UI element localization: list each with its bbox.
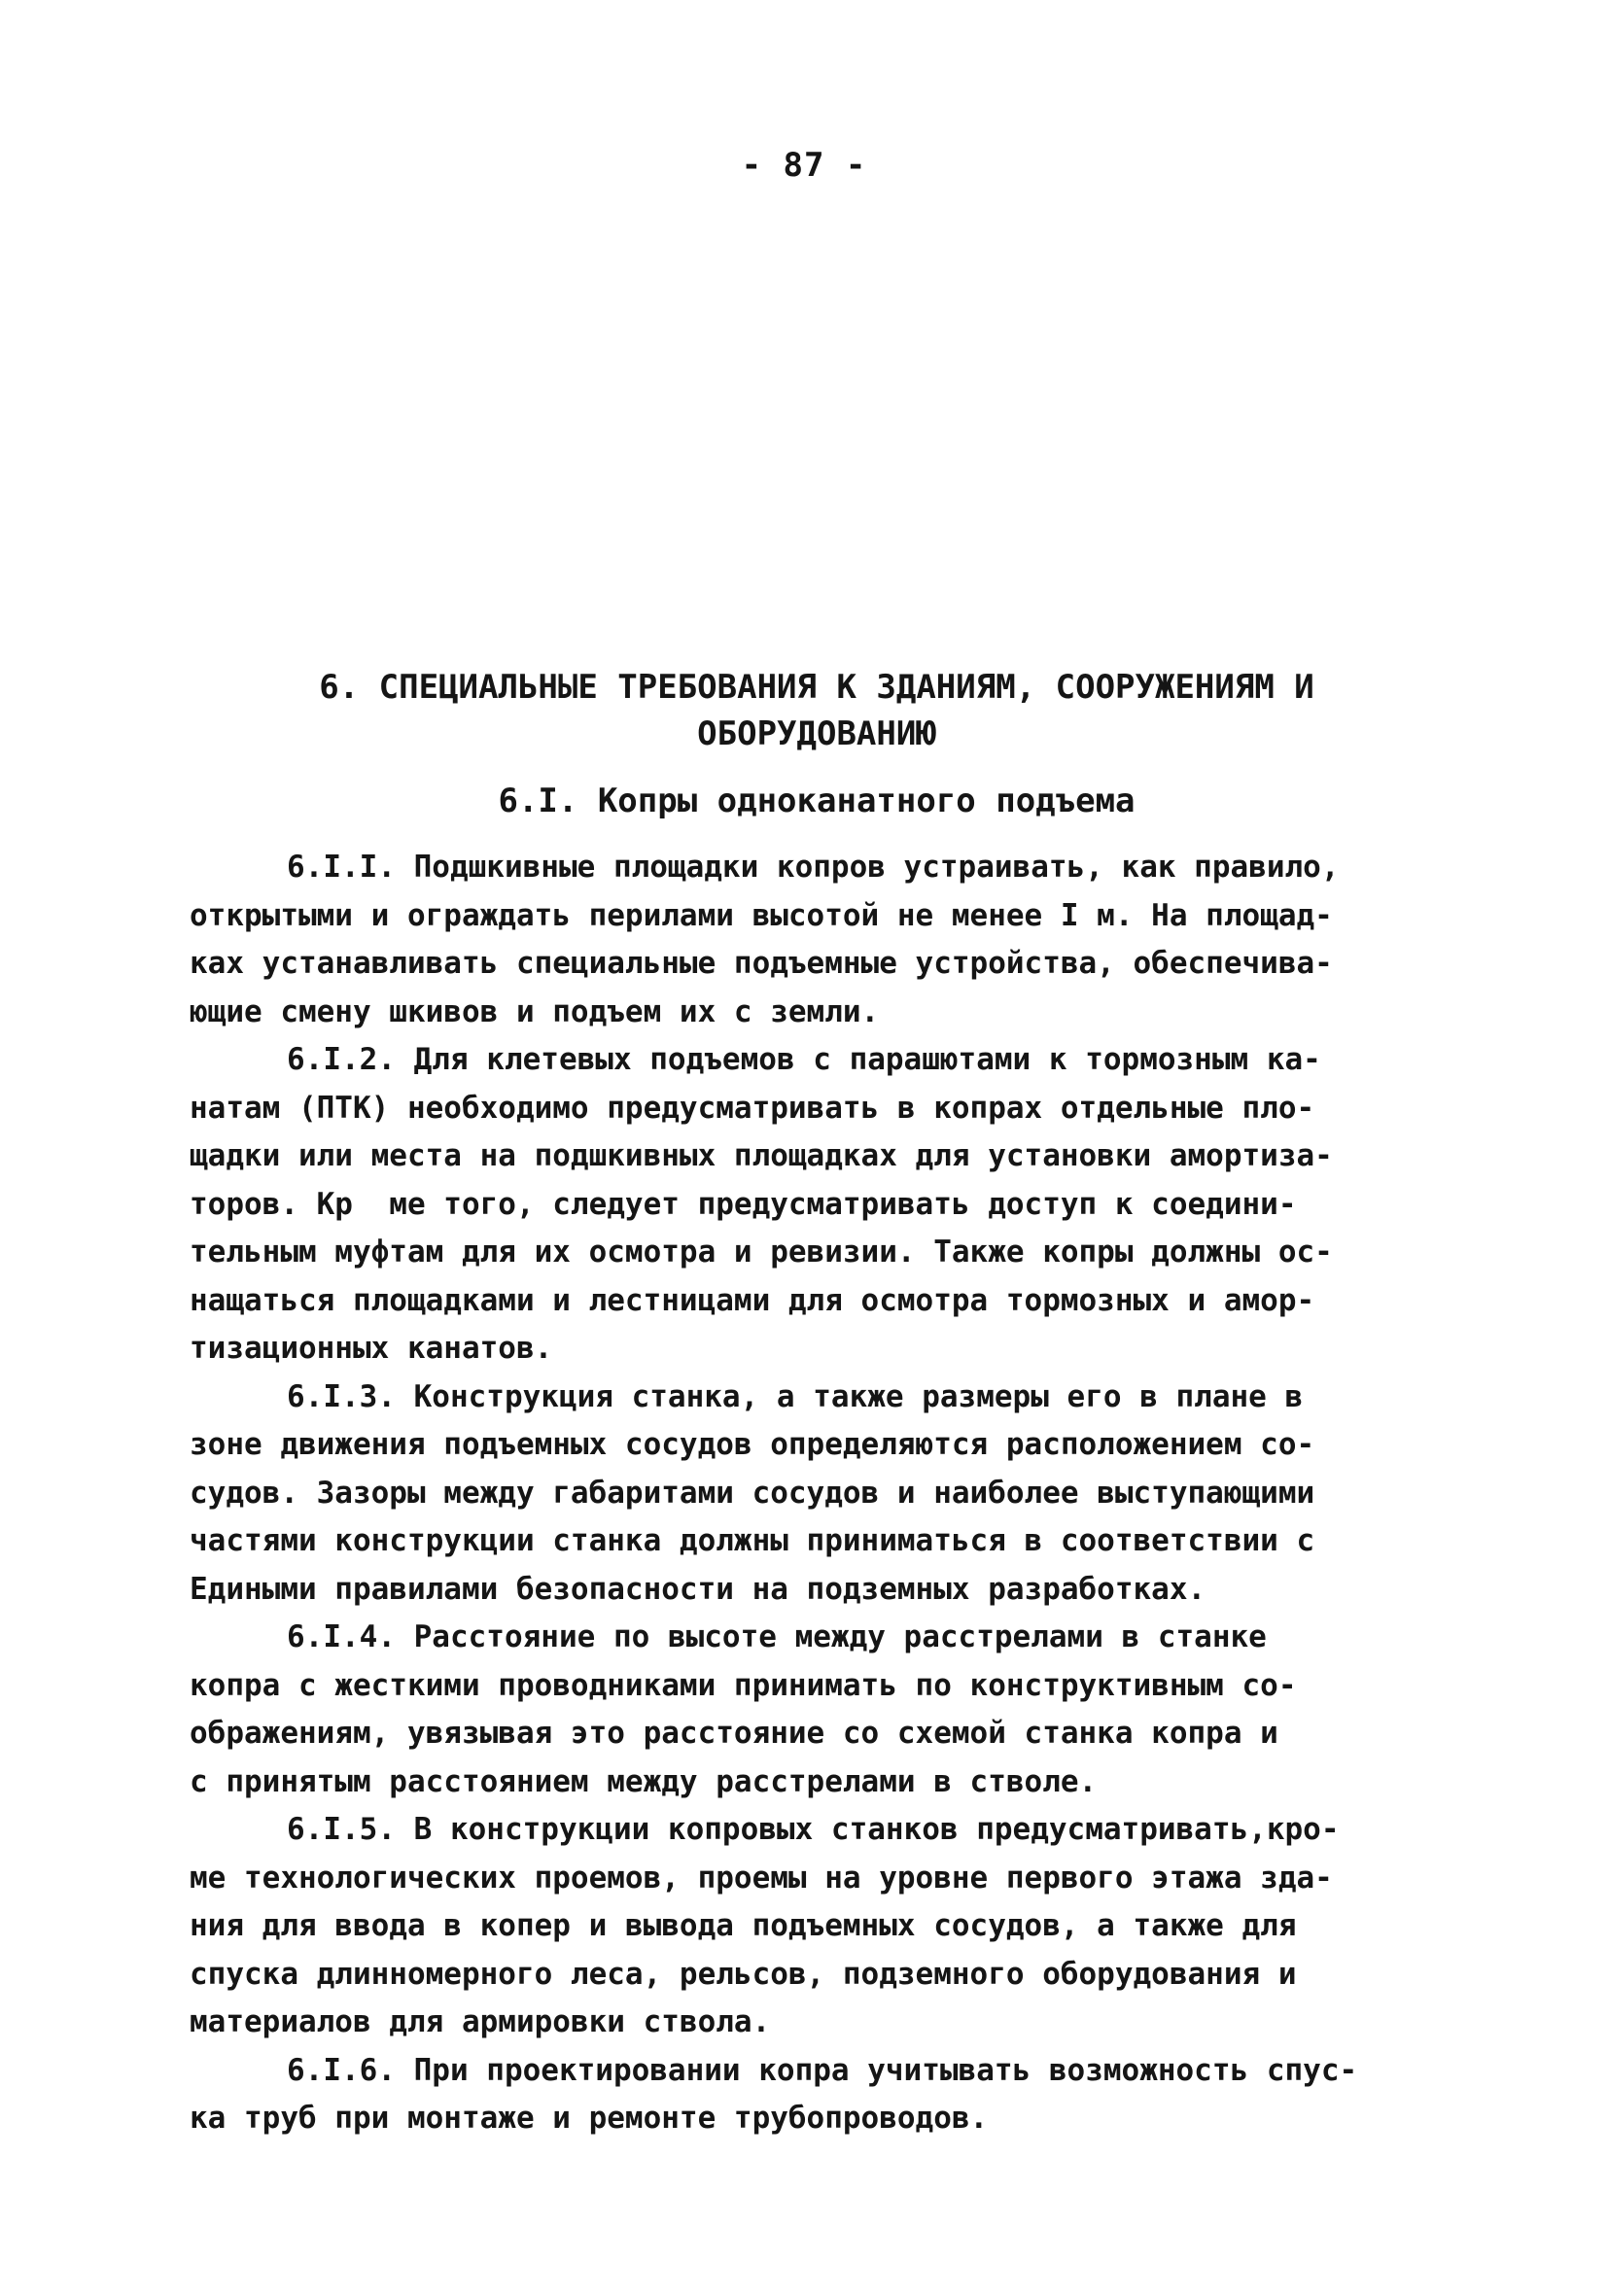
section-title-line: 6. СПЕЦИАЛЬНЫЕ ТРЕБОВАНИЯ К ЗДАНИЯМ, СООРУЖЕНИЯМ И <box>319 668 1314 707</box>
paragraph-6-1-1 <box>190 844 1424 1036</box>
text-line: 6.I.6. При проектировании копра учитывать возможность спус- <box>287 2052 1358 2088</box>
text-line: тизационных канатов. <box>190 1331 553 1366</box>
text-line: спуска длинномерного леса, рельсов, подземного оборудования и <box>190 1956 1297 1992</box>
text-line: зоне движения подъемных сосудов определяются расположением со- <box>190 1427 1315 1462</box>
subsection-title: 6.I. Копры одноканатного подъема <box>498 782 1136 820</box>
paragraph-6-1-3 <box>190 1374 1424 1615</box>
text-line: 6.I.3. Конструкция станка, а также размеры его в плане в <box>287 1378 1304 1414</box>
paragraph-6-1-2 <box>190 1036 1424 1374</box>
text-line: частями конструкции станка должны приниматься в соответствии с <box>190 1523 1315 1558</box>
text-line: ющие смену шкивов и подъем их с земли. <box>190 993 880 1029</box>
text-line: копра с жесткими проводниками принимать по конструктивным со- <box>190 1667 1297 1703</box>
document-body <box>190 844 1424 2143</box>
text-line: ображениям, увязывая это расстояние со схемой станка копра и <box>190 1716 1278 1751</box>
page-number: - 87 - <box>741 146 867 185</box>
text-line: ка труб при монтаже и ремонте трубопроводов. <box>190 2101 989 2136</box>
paragraph-6-1-4 <box>190 1614 1424 1806</box>
text-line: щадки или места на подшкивных площадках для установки амортиза- <box>190 1138 1333 1173</box>
text-line: натам (ПТК) необходимо предусматривать в копрах отдельные пло- <box>190 1090 1315 1126</box>
text-line: ния для ввода в копер и вывода подъемных сосудов, а также для <box>190 1908 1297 1943</box>
section-title <box>194 664 1439 757</box>
text-line: открытыми и ограждать перилами высотой не менее I м. На площад- <box>190 897 1333 933</box>
text-line: нащаться площадками и лестницами для осмотра тормозных и амор- <box>190 1282 1315 1318</box>
text-line: 6.I.I. Подшкивные площадки копров устраивать, как правило, <box>287 850 1340 885</box>
text-line: с принятым расстоянием между расстрелами в стволе. <box>190 1763 1098 1799</box>
text-line: 6.I.5. В конструкции копровых станков предусматривать,кро- <box>287 1812 1340 1847</box>
text-line: ках устанавливать специальные подъемные устройства, обеспечива- <box>190 946 1333 981</box>
section-title-line: ОБОРУДОВАНИЮ <box>697 714 936 753</box>
text-line: Едиными правилами безопасности на подземных разработках. <box>190 1571 1206 1607</box>
text-line: 6.I.2. Для клетевых подъемов с парашютами к тормозным ка- <box>287 1042 1321 1077</box>
text-line: судов. Зазоры между габаритами сосудов и наиболее выступающими <box>190 1475 1315 1511</box>
paragraph-6-1-5 <box>190 1806 1424 2047</box>
text-line: ме технологических проемов, проемы на уровне первого этажа зда- <box>190 1860 1333 1896</box>
text-line: тельным муфтам для их осмотра и ревизии. Также копры должны ос- <box>190 1235 1333 1270</box>
text-line: торов. Кр ме того, следует предусматривать доступ к соедини- <box>190 1186 1297 1222</box>
text-line: материалов для армировки ствола. <box>190 2004 771 2039</box>
paragraph-6-1-6 <box>190 2047 1424 2143</box>
text-line: 6.I.4. Расстояние по высоте между расстрелами в станке <box>287 1619 1267 1654</box>
